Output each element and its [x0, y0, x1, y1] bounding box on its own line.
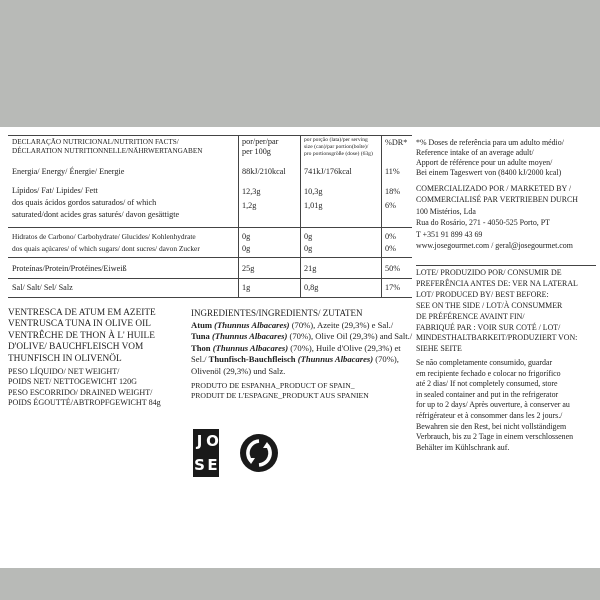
jose-logo	[193, 429, 219, 477]
storage-line: Se não completamente consumido, guardar	[416, 358, 553, 367]
ingredient-pt-species: (Thunnus Albacares)	[214, 319, 290, 330]
lot-line: PREFERÊNCIA ANTES DE: VER NA LATERAL	[416, 278, 578, 288]
ingredients-title: INGREDIENTES/INGREDIENTS/ ZUTATEN	[191, 308, 363, 318]
ingredients-block	[191, 308, 413, 401]
nutrition-table	[0, 127, 415, 302]
energy-serving: 741kJ/176kcal	[304, 167, 352, 176]
storage-line: Behälter im Kühlschrank auf.	[416, 442, 510, 452]
ingredients-text	[191, 320, 413, 378]
marketed-by-line: COMERCIALIZADO POR / MARKETED BY /	[416, 184, 572, 193]
title-line: DÉCLARATION NUTRITIONNELLE/NÄHRWERTANGABEN	[12, 146, 203, 155]
weight-line: PESO LÍQUIDO/ NET WEIGHT/	[8, 367, 120, 376]
logo-letter: S	[193, 453, 206, 477]
dr-header: %DR*	[385, 138, 408, 147]
nutrition-title	[12, 138, 234, 155]
company-web-email: www.josegourmet.com / geral@josegourmet.com	[416, 241, 573, 251]
energy-label: Energia/ Energy/ Énergie/ Energie	[12, 167, 125, 176]
fat-dr-value: 18%	[385, 187, 401, 196]
ingredient-de-species: (Thunnus Albacares)	[297, 354, 374, 365]
ingredient-de-rest: (70%), Olivenöl (29,3%) und Salz.	[191, 354, 399, 376]
fat-label	[12, 185, 234, 221]
carb-serving	[304, 231, 379, 255]
title-line: DECLARAÇÃO NUTRICIONAL/NUTRITION FACTS/	[12, 138, 179, 146]
fat-per100	[242, 185, 300, 213]
reference-line: Apport de référence pour un adulte moyen/	[416, 158, 553, 167]
reference-line: Bei einem Tageswert von (8400 kJ/2000 kcal)	[416, 168, 562, 177]
product-name	[8, 308, 188, 365]
lot-line: SIEHE SEITE	[416, 344, 462, 354]
satfat-per100-value: 1,2g	[242, 201, 257, 210]
weights	[8, 367, 188, 409]
ingredient-fr-species: (Thunnus Albacares)	[212, 342, 289, 353]
serving-line: por porção (lata)/per serving	[304, 137, 368, 143]
lot-line: LOT/ PRODUCED BY/ BEST BEFORE:	[416, 289, 549, 299]
carb-dr-value: 0%	[385, 232, 396, 241]
salt-per100: 1g	[242, 283, 251, 292]
salt-dr: 17%	[385, 283, 401, 292]
fat-dr	[385, 185, 413, 213]
lot-line: FABRIQUÉ PAR : VOIR SUR COTÉ / LOT/	[416, 322, 561, 332]
storage-line: réfrigérateur et à consommer dans les 2 jours./	[416, 410, 563, 420]
origin	[191, 381, 413, 401]
logo-letter: J	[193, 429, 206, 453]
fat-line: Lípidos/ Fat/ Lipides/ Fett	[12, 186, 98, 195]
logo-letter: O	[206, 429, 219, 453]
carb-dr	[385, 231, 413, 255]
reference-line: *% Doses de referência para um adulto médio/	[416, 138, 564, 147]
product-name-line: THUNFISCH IN OLIVENÖL	[8, 353, 122, 364]
product-name-line: VENTRÊCHE DE THON À L' HUILE	[8, 330, 155, 341]
protein-dr: 50%	[385, 264, 401, 273]
ingredient-pt-name: Atum	[191, 319, 213, 330]
sugar-per100-value: 0g	[242, 244, 251, 253]
serving-line: size (can)/par portion(boîte)/	[304, 144, 369, 150]
fat-line: saturated/dont acides gras saturés/ davon gesättigte	[12, 210, 180, 219]
weight-line: PESO ESCORRIDO/ DRAINED WEIGHT/	[8, 387, 153, 397]
drained-weight: POIDS ÉGOUTTÉ/ABTROPFGEWICHT 84g	[8, 398, 161, 408]
salt-serving: 0,8g	[304, 283, 319, 292]
storage-line: em recipiente fechado e colocar no frigorífico	[416, 368, 561, 378]
origin-line: PRODUTO DE ESPANHA_PRODUCT OF SPAIN_	[191, 380, 355, 390]
energy-per100: 88kJ/210kcal	[242, 167, 286, 176]
fat-line: dos quais ácidos gordos saturados/ of which	[12, 198, 157, 207]
ingredient-fr-rest: (70%), Huile d'Olive (29,3%) et Sel./	[191, 342, 401, 365]
protein-label: Proteínas/Protein/Protéines/Eiweiß	[12, 264, 127, 273]
ingredient-de-name: Thunfisch-Bauchfleisch	[208, 354, 296, 365]
storage-line: Bewahren sie den Rest, bei nicht vollständigem	[416, 421, 567, 431]
product-name-line: D'OLIVE/ BAUCHFLEISCH VOM	[8, 342, 144, 353]
logo-letter: E	[206, 453, 219, 477]
sugar-line: dos quais açúcares/ of which sugars/ dont sucres/ davon Zucker	[12, 244, 200, 253]
ingredient-en-name: Tuna	[191, 331, 210, 342]
product-name-line: VENTRESCA DE ATUM EM AZEITE	[8, 308, 156, 318]
carb-per100-value: 0g	[242, 232, 251, 241]
storage-line: até 2 dias/ If not completely consumed, store	[416, 379, 558, 389]
per100-line: per 100g	[242, 147, 271, 156]
lot-line: DE PRÉFÉRENCE AVAINT FIN/	[416, 311, 525, 321]
lot-info	[416, 268, 598, 355]
ingredient-pt-rest: (70%), Azeite (29,3%) e Sal./	[289, 319, 394, 330]
storage-line: for up to 2 days/ Après ouverture, à conserver au	[416, 400, 570, 410]
per100-line: por/per/par	[242, 137, 279, 146]
carb-per100	[242, 231, 300, 255]
salt-label: Sal/ Salt/ Sel/ Salz	[12, 283, 73, 292]
carb-label	[12, 231, 234, 255]
satfat-serving-value: 1,01g	[304, 201, 323, 210]
storage-line: Verbrauch, bis zu 2 Tage in einem verschlossenen	[416, 432, 574, 442]
protein-per100: 25g	[242, 264, 255, 273]
origin-line: PRODUIT DE L'ESPAGNE_PRODUKT AUS SPANIEN	[191, 390, 369, 400]
lot-line: LOTE/ PRODUZIDO POR/ CONSUMIR DE	[416, 268, 562, 277]
per-serving-header	[304, 137, 379, 158]
sugar-serving-value: 0g	[304, 244, 313, 253]
company-address: Rua do Rosário, 271 - 4050-525 Porto, PT	[416, 218, 550, 228]
ingredient-en-species: (Thunnus Albacares)	[211, 331, 288, 342]
lot-line: MINDESTHALTBARKEIT/PRODUZIERT VON:	[416, 333, 578, 343]
serving-line: pro portionsgröße (dose) (63g)	[304, 151, 373, 157]
company-name: 100 Mistérios, Lda	[416, 206, 476, 216]
ingredient-fr-name: Thon	[191, 342, 211, 353]
reference-line: Reference intake of an average adult/	[416, 148, 534, 157]
company-info	[416, 183, 598, 251]
storage-line: in sealed container and put in the refrigerator	[416, 389, 559, 399]
carb-serving-value: 0g	[304, 232, 313, 241]
product-label	[0, 127, 600, 568]
marketed-by-line: COMMERCIALISÉ PAR VERTRIEBEN DURCH	[416, 195, 578, 205]
energy-dr: 11%	[385, 167, 400, 176]
company-phone: T +351 91 899 43 69	[416, 229, 483, 239]
recycle-icon	[239, 433, 279, 473]
fat-per100-value: 12,3g	[242, 187, 261, 196]
reference-intake-note	[416, 138, 596, 178]
storage-instructions	[416, 358, 598, 453]
lot-line: SEE ON THE SIDE / LOT/À CONSUMMER	[416, 300, 563, 310]
per-100g-header	[242, 137, 300, 157]
fat-serving	[304, 185, 379, 213]
sugar-dr-value: 0%	[385, 244, 396, 253]
protein-serving: 21g	[304, 264, 317, 273]
fat-serving-value: 10,3g	[304, 187, 323, 196]
ingredient-en-rest: (70%), Olive Oil (29,3%) and Salt./	[287, 331, 413, 342]
carb-line: Hidratos de Carbono/ Carbohydrate/ Glucides/ Kohlenhydrate	[12, 232, 196, 241]
product-name-line: VENTRUSCA TUNA IN OLIVE OIL	[8, 319, 151, 330]
satfat-dr-value: 6%	[385, 201, 396, 210]
net-weight: POIDS NET/ NETTOGEWICHT 120G	[8, 377, 137, 387]
